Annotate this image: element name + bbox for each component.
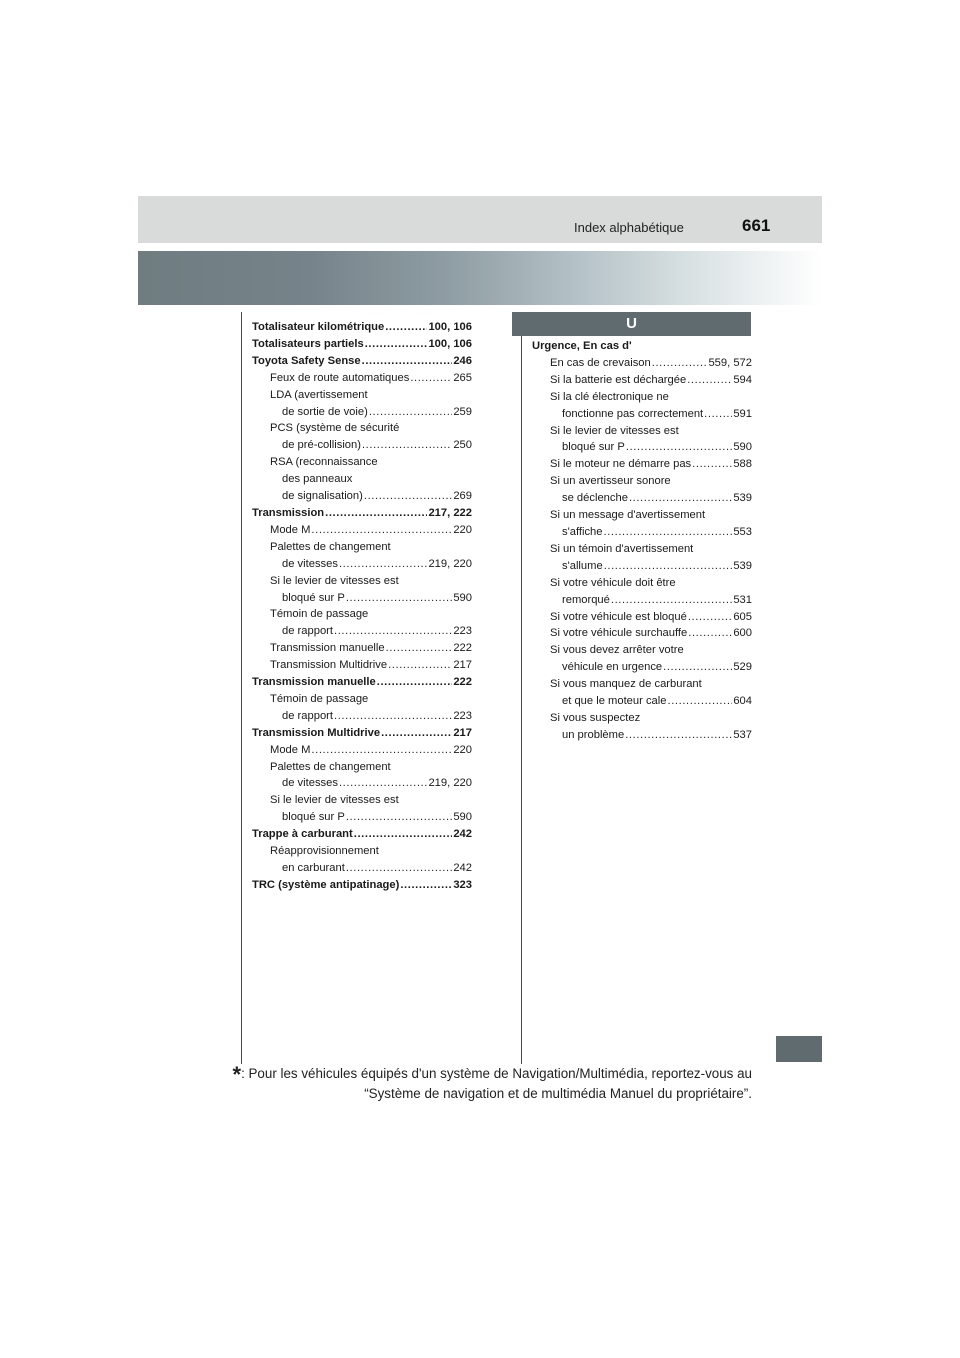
index-column-right xyxy=(532,338,752,744)
index-entry: Palettes de changement xyxy=(270,540,391,553)
index-entry: Palettes de changement xyxy=(270,760,391,773)
index-entry-label: Transmission Multidrive xyxy=(252,726,381,739)
index-entry xyxy=(252,860,472,877)
dot-leader xyxy=(346,590,453,607)
dot-leader xyxy=(667,693,732,710)
index-entry-label: bloqué sur P xyxy=(282,591,345,604)
index-entry: RSA (reconnaissance xyxy=(270,456,378,469)
dot-leader xyxy=(629,490,732,507)
index-entry-label: Si le moteur ne démarre pas xyxy=(550,458,692,471)
index-entry-label: Si votre véhicule surchauffe xyxy=(550,627,688,640)
index-entry xyxy=(252,505,472,522)
index-entry-page: 219, 220 xyxy=(428,777,472,790)
dot-leader xyxy=(611,592,732,609)
index-entry-page: 242 xyxy=(453,862,472,874)
index-entry: Si le levier de vitesses est xyxy=(270,574,399,587)
index-entry-page: 591 xyxy=(733,407,752,420)
index-entry xyxy=(532,439,752,456)
page-title: Index alphabétique xyxy=(574,220,684,235)
dot-leader xyxy=(687,372,732,389)
index-entry-label: véhicule en urgence xyxy=(562,661,663,674)
index-entry-label: Si votre véhicule est bloqué xyxy=(550,610,687,623)
dot-leader xyxy=(400,877,452,894)
index-entry-page: 590 xyxy=(733,441,752,454)
index-entry xyxy=(532,592,752,609)
index-entry xyxy=(252,809,472,826)
footnote-text-1: : Pour les véhicules équipés d'un système de Navigation/Multimédia, reportez-vous au xyxy=(241,1066,752,1081)
index-entry xyxy=(532,406,752,423)
index-entry-page: 588 xyxy=(733,458,752,471)
dot-leader xyxy=(385,319,427,336)
footnote-marker: * xyxy=(232,1062,242,1087)
index-entry: Si votre véhicule doit être xyxy=(550,576,676,589)
index-entry-label: et que le moteur cale xyxy=(562,695,667,708)
dot-leader xyxy=(604,558,733,575)
left-column-rule xyxy=(241,312,242,1064)
dot-leader xyxy=(339,556,427,573)
index-entry-label: Feux de route automatiques xyxy=(270,371,410,384)
index-entry-page: 220 xyxy=(453,523,472,536)
page-number: 661 xyxy=(742,216,771,235)
index-entry: Témoin de passage xyxy=(270,692,369,705)
dot-leader xyxy=(354,826,453,843)
index-entry-page: 242 xyxy=(453,828,472,841)
index-entry-label: de rapport xyxy=(282,625,333,638)
dot-leader xyxy=(626,439,733,456)
index-entry xyxy=(252,640,472,657)
index-entry-label: de pré-collision) xyxy=(282,439,361,452)
index-entry-label: remorqué xyxy=(562,593,610,606)
middle-column-rule xyxy=(521,336,522,1064)
index-entry: Si un message d'avertissement xyxy=(550,509,706,522)
index-entry: Si un avertisseur sonore xyxy=(550,475,671,488)
index-entry-page: 223 xyxy=(453,709,472,722)
index-entry xyxy=(252,437,472,454)
dot-leader xyxy=(334,708,452,725)
index-entry: Si vous devez arrêter votre xyxy=(550,644,684,657)
index-entry-label: Trappe à carburant xyxy=(252,828,353,841)
index-entry-page: 539 xyxy=(733,559,752,572)
index-entry-label: de sortie de voie) xyxy=(282,405,368,418)
dot-leader xyxy=(604,524,733,541)
index-entry-page: 219, 220 xyxy=(428,557,472,570)
index-entry xyxy=(532,372,752,389)
index-entry xyxy=(252,775,472,792)
index-entry xyxy=(532,693,752,710)
index-entry xyxy=(532,456,752,473)
index-entry-label: fonctionne pas correctement xyxy=(562,407,704,420)
dot-leader xyxy=(377,674,453,691)
index-entry-label: Transmission manuelle xyxy=(270,642,385,655)
index-entry-label: bloqué sur P xyxy=(562,441,625,454)
index-entry-label: se déclenche xyxy=(562,492,628,505)
index-entry-page: 605 xyxy=(733,610,752,623)
index-entry-label: Toyota Safety Sense xyxy=(252,354,361,367)
index-entry-page: 559, 572 xyxy=(708,356,752,369)
index-entry xyxy=(252,353,472,370)
index-entry xyxy=(252,319,472,336)
index-entry-label: Transmission Multidrive xyxy=(270,659,388,672)
index-entry xyxy=(252,370,472,387)
decorative-gradient-band xyxy=(138,251,822,305)
index-entry-label: s'allume xyxy=(562,559,603,572)
index-entry-label: En cas de crevaison xyxy=(550,356,651,369)
index-entry xyxy=(252,725,472,742)
dot-leader xyxy=(311,742,452,759)
index-entry xyxy=(532,490,752,507)
index-entry xyxy=(532,625,752,642)
index-entry-page: 600 xyxy=(733,627,752,640)
index-entry-label: de signalisation) xyxy=(282,490,363,503)
index-entry xyxy=(252,623,472,640)
index-entry xyxy=(532,558,752,575)
index-entry xyxy=(532,355,752,372)
index-entry-label: s'affiche xyxy=(562,525,603,538)
index-entry: Si vous suspectez xyxy=(550,711,641,724)
index-entry xyxy=(252,826,472,843)
index-entry: Témoin de passage xyxy=(270,608,369,621)
index-entry xyxy=(252,674,472,691)
index-entry xyxy=(252,708,472,725)
index-entry-page: 539 xyxy=(733,492,752,505)
index-entry-page: 100, 106 xyxy=(428,321,472,333)
index-entry-label: en carburant xyxy=(282,862,345,874)
dot-leader xyxy=(692,456,732,473)
index-entry-label: Totalisateurs partiels xyxy=(252,337,364,350)
index-entry xyxy=(252,522,472,539)
index-entry-label: Totalisateur kilométrique xyxy=(252,321,385,333)
index-entry-label: bloqué sur P xyxy=(282,811,345,824)
index-entry-page: 553 xyxy=(733,525,752,538)
index-entry-page: 100, 106 xyxy=(428,337,472,350)
index-entry-page: 246 xyxy=(453,354,472,367)
index-entry: Urgence, En cas d' xyxy=(532,340,632,352)
index-entry-label: Transmission xyxy=(252,506,325,519)
dot-leader xyxy=(339,775,427,792)
index-entry xyxy=(532,609,752,626)
header-bar xyxy=(138,196,822,243)
index-entry: des panneaux xyxy=(282,473,353,486)
index-entry-page: 590 xyxy=(453,591,472,604)
index-entry: Si un témoin d'avertissement xyxy=(550,542,694,555)
dot-leader xyxy=(334,623,452,640)
footnote xyxy=(200,1064,752,1103)
index-entry-page: 265 xyxy=(453,371,472,384)
index-entry: Si le levier de vitesses est xyxy=(270,794,399,807)
index-entry-page: 537 xyxy=(733,728,752,741)
index-entry xyxy=(252,742,472,759)
dot-leader xyxy=(325,505,427,522)
index-entry-page: 269 xyxy=(453,490,472,503)
dot-leader xyxy=(346,860,453,877)
index-entry-page: 604 xyxy=(733,695,752,708)
dot-leader xyxy=(381,725,452,742)
index-entry-page: 223 xyxy=(453,625,472,638)
index-entry xyxy=(532,659,752,676)
dot-leader xyxy=(388,657,452,674)
index-entry xyxy=(532,727,752,744)
index-entry-page: 594 xyxy=(733,373,752,386)
index-entry-page: 217 xyxy=(453,726,472,739)
index-entry-label: Transmission manuelle xyxy=(252,676,376,689)
dot-leader xyxy=(369,404,453,421)
index-entry xyxy=(532,524,752,541)
index-entry-page: 590 xyxy=(453,811,472,824)
dot-leader xyxy=(410,370,452,387)
dot-leader xyxy=(652,355,708,372)
side-thumb-tab xyxy=(776,1036,822,1062)
index-column-left xyxy=(252,319,472,894)
footnote-line-2: “Système de navigation et de multimédia Manuel du propriétaire”. xyxy=(364,1086,752,1101)
index-entry-page: 222 xyxy=(453,642,472,655)
dot-leader xyxy=(625,727,732,744)
section-letter-header: U xyxy=(512,312,751,336)
footnote-line-1 xyxy=(200,1062,752,1087)
index-entry-label: Mode M xyxy=(270,743,311,756)
index-entry xyxy=(252,877,472,894)
index-entry xyxy=(252,590,472,607)
index-entry-page: 529 xyxy=(733,661,752,674)
dot-leader xyxy=(365,336,428,353)
index-entry xyxy=(252,488,472,505)
index-entry xyxy=(252,336,472,353)
dot-leader xyxy=(362,353,453,370)
index-entry-label: TRC (système antipatinage) xyxy=(252,878,400,891)
dot-leader xyxy=(704,406,732,423)
index-entry: LDA (avertissement xyxy=(270,388,368,401)
index-entry: Si le levier de vitesses est xyxy=(550,424,679,437)
index-entry-page: 217 xyxy=(453,659,472,672)
index-entry xyxy=(252,657,472,674)
dot-leader xyxy=(663,659,732,676)
index-entry: Si la clé électronique ne xyxy=(550,390,669,403)
dot-leader xyxy=(688,609,733,626)
index-entry-page: 250 xyxy=(453,439,472,452)
index-entry-label: de vitesses xyxy=(282,777,338,790)
index-entry-page: 220 xyxy=(453,743,472,756)
index-entry: Réapprovisionnement xyxy=(270,845,379,858)
index-entry-page: 259 xyxy=(453,405,472,418)
index-entry: PCS (système de sécurité xyxy=(270,422,400,435)
index-entry-label: un problème xyxy=(562,728,625,741)
index-entry xyxy=(252,404,472,421)
index-entry-label: de vitesses xyxy=(282,557,338,570)
index-entry-label: Si la batterie est déchargée xyxy=(550,373,687,386)
dot-leader xyxy=(346,809,453,826)
dot-leader xyxy=(364,488,452,505)
index-entry-page: 222 xyxy=(453,676,472,689)
index-entry-page: 531 xyxy=(733,593,752,606)
index-entry-label: de rapport xyxy=(282,709,333,722)
index-entry: Si vous manquez de carburant xyxy=(550,678,702,691)
index-entry-label: Mode M xyxy=(270,523,311,536)
index-entry-page: 323 xyxy=(453,878,472,891)
index-entry xyxy=(252,556,472,573)
dot-leader xyxy=(311,522,452,539)
index-entry-page: 217, 222 xyxy=(428,506,472,519)
dot-leader xyxy=(688,625,732,642)
dot-leader xyxy=(362,437,452,454)
dot-leader xyxy=(386,640,453,657)
